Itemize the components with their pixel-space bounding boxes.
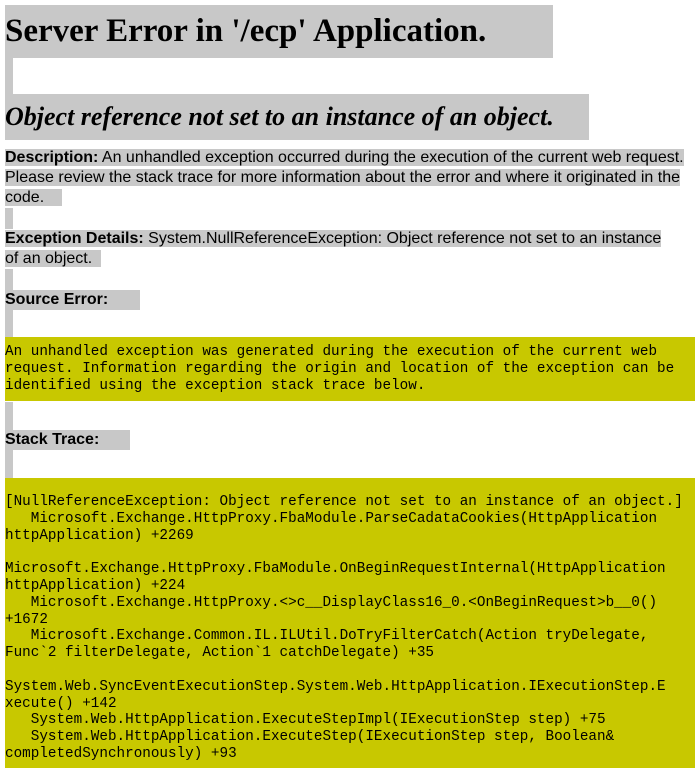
divider: [5, 310, 13, 337]
exception-details-text: System.NullReferenceException: Object reference not set to an instance of an object.: [5, 230, 662, 267]
title-box: [5, 5, 553, 58]
description-text: An unhandled exception occurred during the execution of the current web request. Please review the stack trace for more information about the error and where it originated in the code.: [5, 149, 684, 206]
divider: [5, 269, 13, 290]
stack-trace-box: [5, 478, 695, 768]
page-title: Server Error in '/ecp' Application.: [5, 13, 487, 49]
divider: [5, 58, 13, 94]
exception-details-label: Exception Details:: [5, 230, 144, 247]
source-error-text: An unhandled exception was generated during the execution of the current web request. Information regarding the origin and location of the exception can be identified using the exception stack trace below.: [5, 344, 675, 394]
description: [5, 148, 695, 208]
source-error-box: [5, 337, 695, 401]
source-error-heading: [5, 290, 140, 310]
error-message-box: [5, 94, 589, 140]
stack-trace-text: [NullReferenceException: Object reference not set to an instance of an object.] Microsoft.Exchange.HttpProxy.FbaModule.ParseCadataCookies(HttpApplication httpApplication) +2269 Microsoft.Exchange.HttpProxy.FbaModule.OnBeginRequestInternal(HttpApplication httpApplication) +224 Microsoft.Exchange.HttpProxy.<>c__DisplayClass16_0.<OnBeginRequest>b__0() +1672 Microsoft.Exchange.Common.IL.ILUtil.DoTryFilterCatch(Action tryDelegate, Func`2 filterDelegate, Action`1 catchDelegate) +35 System.Web.SyncEventExecutionStep.System.Web.HttpApplication.IExecutionStep.E xecute() +142 System.Web.HttpApplication.ExecuteStepImpl(IExecutionStep step) +75 System.Web.HttpApplication.ExecuteStep(IExecutionStep step, Boolean& completedSynchronously) +93: [5, 494, 683, 762]
stack-trace-heading: [5, 430, 130, 450]
error-message: Object reference not set to an instance of an object.: [5, 102, 554, 131]
exception-details: [5, 229, 673, 269]
divider: [5, 208, 13, 229]
divider: [5, 402, 13, 430]
source-error-label: Source Error:: [5, 291, 109, 308]
description-label: Description:: [5, 149, 99, 166]
divider: [5, 450, 13, 478]
stack-trace-label: Stack Trace:: [5, 431, 100, 448]
